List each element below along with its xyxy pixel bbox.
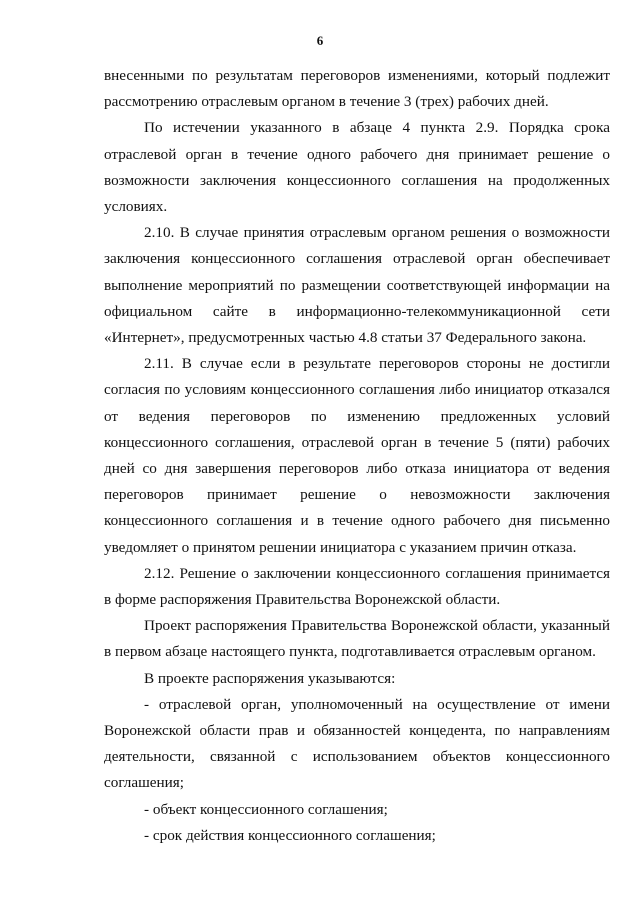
paragraph-continuation: внесенными по результатам переговоров изменениями, который подлежит рассмотрению отраслевым органом в течение 3 (трех) рабочих дней.: [104, 67, 610, 111]
list-item-agreement-term: - срок действия концессионного соглашения;: [144, 826, 436, 844]
document-body: [104, 63, 610, 849]
paragraph-2-12: 2.12. Решение о заключении концессионного соглашения принимается в форме распоряжения Правительства Воронежской области.: [104, 564, 610, 609]
paragraph-2-10: 2.10. В случае принятия отраслевым органом решения о возможности заключения концессионного соглашения отраслевой орган обеспечивает выполнение мероприятий по размещении соответствующей информации на официальном сайте в информационно-телекоммуникационной сети «Интернет», предусмотренных частью 4.8 статьи 37 Федерального закона.: [104, 224, 610, 347]
paragraph-term-expiry: По истечении указанного в абзаце 4 пункта 2.9. Порядка срока отраслевой орган в течение одного рабочего дня принимает решение о возможности заключения концессионного соглашения на продолженных условиях.: [104, 119, 610, 216]
list-item-concession-object: - объект концессионного соглашения;: [144, 800, 388, 818]
paragraph-2-11: 2.11. В случае если в результате переговоров стороны не достигли согласия по условиям концессионного соглашения либо инициатор отказался от ведения переговоров по изменению предложенных условий концессионного соглашения, отраслевой орган в течение 5 (пяти) рабочих дней со дня завершения переговоров либо отказа инициатора от ведения переговоров принимает решение о невозможности заключения концессионного соглашения и в течение одного рабочего дня письменно уведомляет о принятом решении инициатора с указанием причин отказа.: [104, 355, 610, 556]
list-item-authorized-body: - отраслевой орган, уполномоченный на осуществление от имени Воронежской области прав и обязанностей концедента, по направлениям деятельности, связанной с использованием объектов концессионного соглашения;: [104, 695, 610, 792]
paragraph-draft-contents-intro: В проекте распоряжения указываются:: [144, 669, 396, 687]
page-number: 6: [316, 33, 324, 48]
paragraph-draft-order: Проект распоряжения Правительства Воронежской области, указанный в первом абзаце настоящего пункта, подготавливается отраслевым органом.: [104, 617, 610, 661]
